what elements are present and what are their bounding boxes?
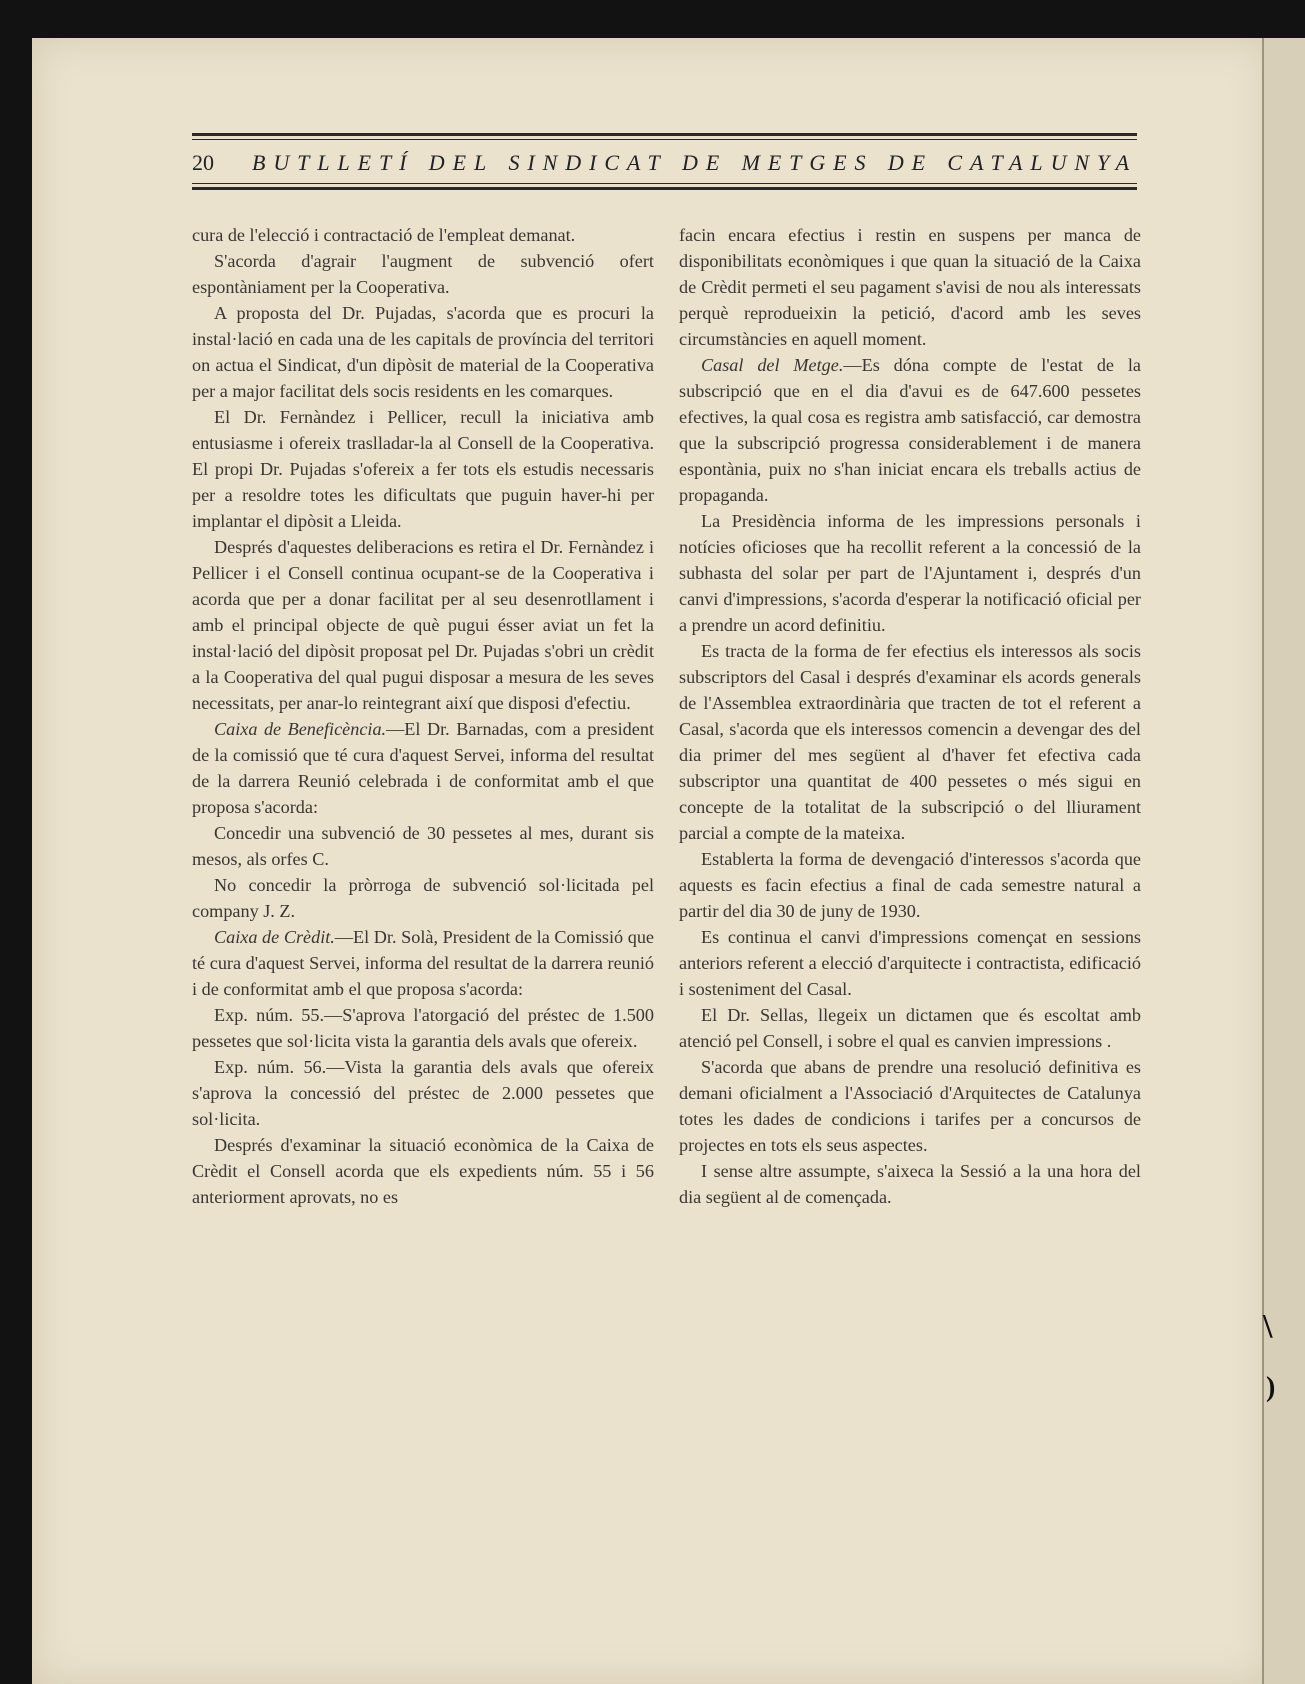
paragraph: Exp. núm. 56.—Vista la garantia dels avals que ofereix s'aprova la concessió del préstec de 2.000 pessetes que sol·licita.	[192, 1057, 654, 1129]
right-column	[679, 222, 1141, 1210]
paragraph-caixa-credit	[192, 924, 654, 1002]
section-title: Casal del Metge.	[701, 355, 844, 375]
paragraph: Es tracta de la forma de fer efectius els interessos als socis subscriptors del Casal i després d'examinar els acords generals de l'Assemblea extraordinària que tracten de tot el referent a Casal, s'acorda que els interessos comencin a devengar des del dia primer del mes següent al d'haver fet efectiva cada subscriptor una quantitat de 400 pessetes o més sigui en concepte de la totalitat de la subscripció o del lliurament parcial a compte de la mateixa.	[679, 641, 1141, 843]
paragraph: cura de l'elecció i contractació de l'empleat demanat.	[192, 225, 576, 245]
title-word: METGES	[741, 150, 874, 175]
paragraph: facin encara efectius i restin en suspens per manca de disponibilitats econòmiques i que quan la situació de la Caixa de Crèdit permeti el seu pagament s'avisi de nou als interessats perquè reprodueixin la petició, d'acord amb les seves circumstàncies en aquell moment.	[679, 225, 1141, 349]
left-column	[192, 222, 654, 1210]
title-word: DE	[887, 150, 933, 175]
title-word: CATALUNYA	[947, 150, 1137, 175]
header-rule-bottom-thin	[192, 183, 1137, 184]
paragraph: Exp. núm. 55.—S'aprova l'atorgació del préstec de 1.500 pessetes que sol·licita vista la garantia dels avals que ofereix.	[192, 1005, 654, 1051]
paragraph: Concedir una subvenció de 30 pessetes al mes, durant sis mesos, als orfes C.	[192, 823, 654, 869]
paragraph: La Presidència informa de les impressions personals i notícies oficioses que ha recollit referent a la concessió de la subhasta del solar per part de l'Ajuntament i, després d'un canvi d'impressions, s'acorda d'esperar la notificació oficial per a prendre un acord definitiu.	[679, 511, 1141, 635]
paragraph-caixa-beneficencia	[192, 716, 654, 820]
paragraph: S'acorda d'agrair l'augment de subvenció ofert espontàniament per la Cooperativa.	[192, 251, 654, 297]
running-header	[192, 146, 1137, 180]
page-number: 20	[192, 150, 214, 175]
title-word: DEL	[428, 150, 495, 175]
title-word: BUTLLETÍ	[252, 150, 415, 175]
paragraph: El Dr. Fernàndez i Pellicer, recull la iniciativa amb entusiasme i ofereix traslladar-la al Consell de la Cooperativa. El propi Dr. Pujadas s'ofereix a fer tots els estudis necessaris per a resoldre totes les dificultats que puguin haver-hi per implantar el dipòsit a Lleida.	[192, 407, 654, 531]
paragraph-casal-metge	[679, 352, 1141, 508]
section-title: Caixa de Beneficència.	[214, 719, 387, 739]
title-word: DE	[682, 150, 728, 175]
header-rule-top-thin	[192, 139, 1137, 140]
paragraph: A proposta del Dr. Pujadas, s'acorda que es procuri la instal·lació en cada una de les capitals de província del territori on actua el Sindicat, d'un dipòsit de material de la Cooperativa per a major facilitat dels socis residents en les comarques.	[192, 303, 654, 401]
section-title: Caixa de Crèdit.	[214, 927, 335, 947]
header-rule-top	[192, 133, 1137, 136]
paragraph-text: —Es dóna compte de l'estat de la subscripció que en el dia d'avui es de 647.600 pessetes efectives, la qual cosa es registra amb satisfacció, car demostra que la subscripció progressa considerablement i de manera espontània, puix no s'han iniciat encara els treballs actius de propaganda.	[679, 355, 1141, 505]
header-rule-bottom	[192, 187, 1137, 190]
paragraph-text: —El Dr. Solà, President de la Comissió que té cura d'aquest Servei, informa del resultat de la darrera reunió i de conformitat amb el que proposa s'acorda:	[192, 927, 654, 999]
paragraph: I sense altre assumpte, s'aixeca la Sessió a la una hora del dia següent al de començada.	[679, 1161, 1141, 1207]
title-word: SINDICAT	[508, 150, 668, 175]
paragraph: Establerta la forma de devengació d'interessos s'acorda que aquests es facin efectius a final de cada semestre natural a partir del dia 30 de juny de 1930.	[679, 849, 1141, 921]
margin-mark: )	[1266, 1372, 1276, 1403]
journal-title	[252, 150, 1137, 176]
paragraph: Després d'aquestes deliberacions es retira el Dr. Fernàndez i Pellicer i el Consell continua ocupant-se de la Cooperativa i acorda que per a donar facilitat per al seu desenrotllament i amb el principal objecte de què pugui ésser aviat un fet la instal·lació del dipòsit proposat pel Dr. Pujadas s'obri un crèdit a la Cooperativa del qual pugui disposar a mesura de les seves necessitats, per anar-lo reintegrant així que disposi d'efectiu.	[192, 537, 654, 713]
paragraph: S'acorda que abans de prendre una resolució definitiva es demani oficialment a l'Associació d'Arquitectes de Catalunya totes les dades de condicions i tarifes per a concursos de projectes en tots els seus aspectes.	[679, 1057, 1141, 1155]
paragraph-text: —El Dr. Barnadas, com a president de la comissió que té cura d'aquest Servei, informa del resultat de la darrera Reunió celebrada i de conformitat amb el que proposa s'acorda:	[192, 719, 654, 817]
adjacent-page-edge	[1262, 38, 1305, 1684]
paragraph: Es continua el canvi d'impressions començat en sessions anteriors referent a elecció d'arquitecte i contractista, edificació i sosteniment del Casal.	[679, 927, 1141, 999]
paragraph: El Dr. Sellas, llegeix un dictamen que és escoltat amb atenció pel Consell, i sobre el qual es canvien impressions .	[679, 1005, 1141, 1051]
paragraph: No concedir la pròrroga de subvenció sol·licitada pel company J. Z.	[192, 875, 654, 921]
paragraph: Després d'examinar la situació econòmica de la Caixa de Crèdit el Consell acorda que els expedients núm. 55 i 56 anteriorment aprovats, no es	[192, 1135, 654, 1207]
margin-mark: \	[1263, 1308, 1273, 1345]
